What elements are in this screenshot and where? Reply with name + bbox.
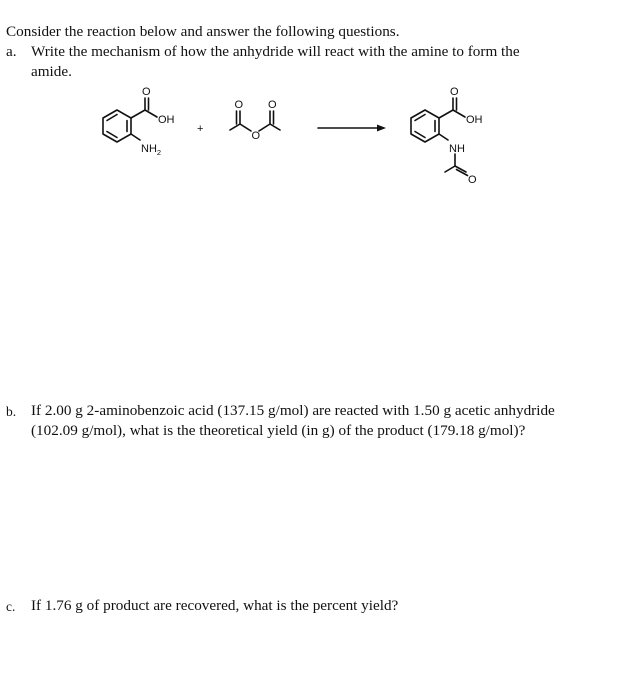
anhydride-o-right: O [268,99,277,111]
part-a-text-line2: amide. [31,63,72,80]
part-b-text-line2: (102.09 g/mol), what is the theoretical yield (in g) of the product (179.18 g/mol)? [31,422,526,439]
plus-sign: + [197,123,204,135]
anhydride-o-bridge: O [251,130,261,142]
product-oh-label: OH [466,114,483,126]
reactant1-oh-label: OH [158,114,175,126]
part-c-text: If 1.76 g of product are recovered, what is the percent yield? [31,597,399,614]
part-b-text-line1: If 2.00 g 2-aminobenzoic acid (137.15 g/mol) are reacted with 1.50 g acetic anhydride [31,402,555,419]
product-ring [411,110,439,142]
reaction-scheme [90,84,490,194]
product-nh-label: NH [449,143,465,155]
part-b-marker: b. [6,404,17,419]
part-a-marker: a. [6,43,17,60]
product-acetyl-o: O [468,174,477,186]
reactant1-ring [103,110,131,142]
part-a-text-line1: Write the mechanism of how the anhydride will react with the amine to form the [31,43,520,60]
intro-text: Consider the reaction below and answer the following questions. [6,23,400,40]
anhydride-o-left: O [234,99,244,111]
product-carbonyl-o: O [450,86,459,98]
reactant1-carbonyl-o: O [142,86,151,98]
reactant1-nh2-label: $NH_2$ [141,143,162,157]
part-c-marker: c. [6,599,16,614]
